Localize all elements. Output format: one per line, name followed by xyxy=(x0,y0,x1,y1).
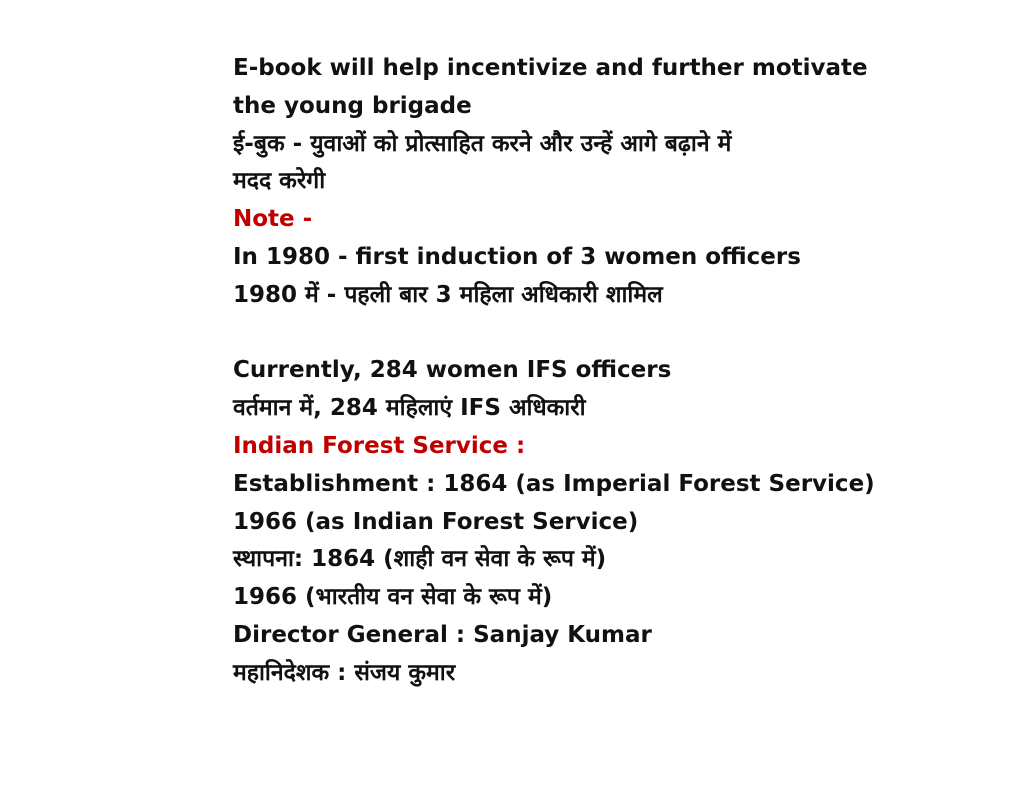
ebook-line-hi-1: ई-बुक - युवाओं को प्रोत्साहित करने और उन्हें आगे बढ़ाने में xyxy=(233,130,732,157)
establishment-1966-hi: 1966 (भारतीय वन सेवा के रूप में) xyxy=(233,584,553,611)
induction-line-en: In 1980 - first induction of 3 women officers xyxy=(233,243,801,270)
ifs-heading: Indian Forest Service : xyxy=(233,432,526,459)
establishment-1966-en: 1966 (as Indian Forest Service) xyxy=(233,508,639,535)
establishment-line-en: Establishment : 1864 (as Imperial Forest Service) xyxy=(233,470,875,497)
director-general-hi: महानिदेशक : संजय कुमार xyxy=(233,659,456,686)
induction-line-hi: 1980 में - पहली बार 3 महिला अधिकारी शामिल xyxy=(233,281,663,308)
spacer xyxy=(233,315,993,353)
ebook-line-en-1: E-book will help incentivize and further motivate xyxy=(233,55,868,81)
note-heading: Note - xyxy=(233,206,313,233)
director-general-en: Director General : Sanjay Kumar xyxy=(233,621,652,648)
ebook-line-hi-2: मदद करेगी xyxy=(233,168,326,195)
slide-text-block xyxy=(233,50,993,693)
current-officers-hi: वर्तमान में, 284 महिलाएं IFS अधिकारी xyxy=(233,395,586,422)
establishment-line-hi: स्थापना: 1864 (शाही वन सेवा के रूप में) xyxy=(233,546,607,573)
ebook-line-en-2: the young brigade xyxy=(233,92,472,119)
current-officers-en: Currently, 284 women IFS officers xyxy=(233,357,672,384)
